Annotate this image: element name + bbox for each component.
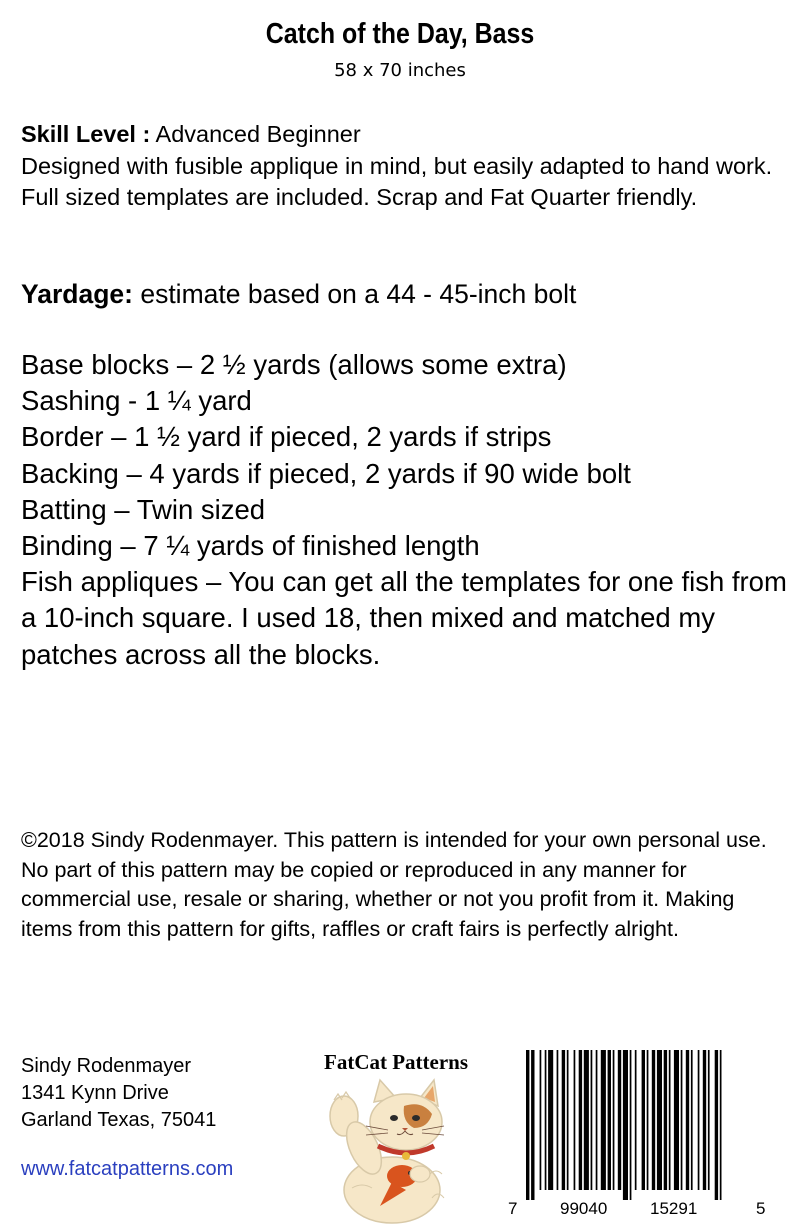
copyright-notice: ©2018 Sindy Rodenmayer. This pattern is intended for your own personal use. No part of this pattern may be copied or reproduced in any manner for commercial use, resale or sharing, whether or not you profit from it. Making items from this pattern for gifts, raffles or craft fairs is perfectly alright. <box>21 828 767 941</box>
street-address: 1341 Kynn Drive <box>21 1082 169 1104</box>
website-link[interactable]: www.fatcatpatterns.com <box>21 1158 234 1180</box>
skill-description: Designed with fusible applique in mind, but easily adapted to hand work. Full sized templates are included. Scrap and Fat Quarter friendly. <box>21 152 773 210</box>
yardage-label: Yardage: <box>21 279 133 309</box>
skill-section <box>21 119 791 214</box>
designer-address <box>21 1053 216 1134</box>
barcode-right-group: 15291 <box>650 1199 698 1218</box>
barcode-first-digit: 7 <box>508 1199 518 1218</box>
skill-value: Advanced Beginner <box>155 121 361 147</box>
material-item: Backing – 4 yards if pieced, 2 yards if 90 wide bolt <box>21 457 631 489</box>
upc-barcode <box>522 1050 772 1200</box>
material-item: Sashing - 1 ¼ yard <box>21 385 252 417</box>
materials-list <box>21 347 791 673</box>
barcode-number <box>508 1199 768 1223</box>
barcode-left-group: 99040 <box>560 1199 608 1218</box>
designer-name: Sindy Rodenmayer <box>21 1055 192 1077</box>
pattern-title: Catch of the Day, Bass <box>265 18 535 50</box>
material-item: Fish appliques – You can get all the templates for one fish from a 10-inch square. I used 18, then mixed and matched my patches across all the blocks. <box>21 566 787 670</box>
brand-name: FatCat Patterns <box>324 1050 469 1074</box>
material-item: Binding – 7 ¼ yards of finished length <box>21 530 480 562</box>
material-item: Base blocks – 2 ½ yards (allows some extra) <box>21 349 567 380</box>
material-item: Batting – Twin sized <box>21 493 266 525</box>
pattern-size: 58 x 70 inches <box>334 60 466 81</box>
barcode-last-digit: 5 <box>756 1199 766 1218</box>
material-item: Border – 1 ½ yard if pieced, 2 yards if strips <box>21 421 552 453</box>
city-state-zip: Garland Texas, 75041 <box>21 1109 217 1131</box>
yardage-text: estimate based on a 44 - 45-inch bolt <box>140 279 577 309</box>
yardage-heading <box>21 277 791 311</box>
cat-logo-icon <box>322 1078 482 1224</box>
skill-label: Skill Level : <box>21 121 151 147</box>
